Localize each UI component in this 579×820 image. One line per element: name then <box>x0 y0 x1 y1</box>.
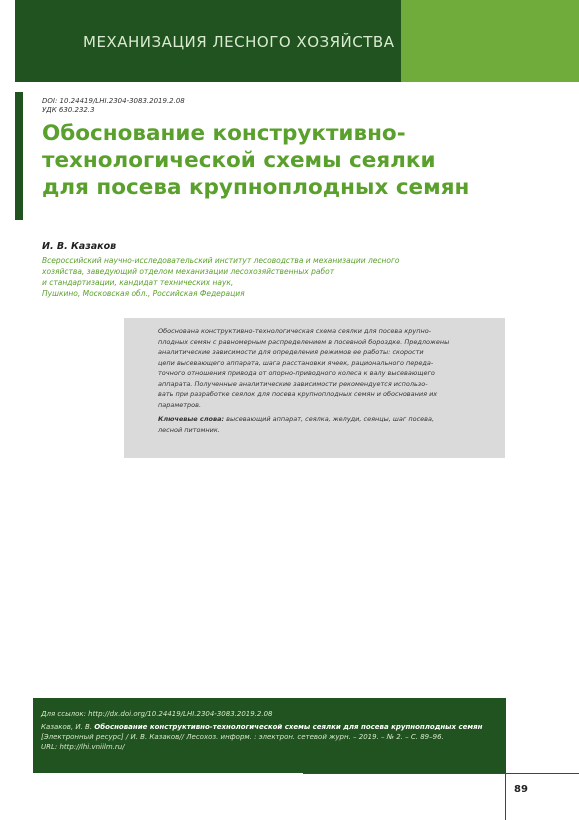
footer-vertical-rule <box>505 773 506 820</box>
affiliation-line: Пушкино, Московская обл., Российская Федерация <box>42 289 245 298</box>
footer-rule <box>303 773 579 774</box>
citation-source-line: [Электронный ресурс] / И. В. Казаков// Лесохоз. информ. : электрон. сетевой журн. – 2019. – № 2. – С. 89–96. <box>41 733 444 741</box>
citation-title: Обоснование конструктивно-технологической схемы сеялки для посева крупноплодных семян <box>94 723 483 731</box>
abstract-line: точного отношения привода от опорно-приводного колеса к валу высевающего <box>158 369 435 377</box>
abstract-line: вать при разработке сеялок для посева крупноплодных семян и обоснования их <box>158 390 438 398</box>
abstract-text <box>158 326 478 435</box>
keywords-label: Ключевые слова: <box>158 415 225 423</box>
keywords-line: лесной питомник. <box>158 425 220 434</box>
header-accent-block <box>401 0 579 82</box>
abstract-line: аппарата. Полученные аналитические зависимости рекомендуется использо- <box>158 379 428 388</box>
citation-title-line <box>41 722 501 732</box>
abstract-line: параметров. <box>158 400 202 409</box>
left-accent-rule <box>15 92 23 220</box>
abstract-line: плодных семян с равномерным распределением в посевной бороздке. Предложены <box>158 337 450 346</box>
affiliation-line: хозяйства, заведующий отделом механизации лесохозяйственных работ <box>42 267 335 276</box>
article-title <box>42 120 470 201</box>
author-affiliation <box>42 255 462 299</box>
citation-link-line: Для ссылок: http://dx.doi.org/10.24419/LHI.2304-3083.2019.2.08 <box>41 710 273 718</box>
page-number: 89 <box>514 784 528 795</box>
affiliation-line: и стандартизации, кандидат технических наук, <box>42 278 234 287</box>
title-line: технологической схемы сеялки <box>42 148 436 173</box>
citation-author: Казаков, И. В. <box>41 723 95 731</box>
keywords-text: высевающий аппарат, сеялка, желуди, сеянцы, шаг посева, <box>224 415 435 423</box>
citation-box <box>33 698 506 773</box>
keywords-line <box>158 414 478 425</box>
affiliation-line: Всероссийский научно-исследовательский институт лесоводства и механизации лесного <box>42 256 400 265</box>
title-line: Обоснование конструктивно- <box>42 121 406 146</box>
abstract-line: Обоснована конструктивно-технологическая схема сеялки для посева крупно- <box>158 327 432 335</box>
abstract-line: цепи высевающего аппарата, шага расстановки ячеек, рационального переда- <box>158 358 434 367</box>
citation-text <box>41 709 501 752</box>
section-title: МЕХАНИЗАЦИЯ ЛЕСНОГО ХОЗЯЙСТВА <box>83 33 395 51</box>
abstract-box <box>124 318 505 458</box>
abstract-line: аналитические зависимости для определения режимов ее работы: скорости <box>158 348 424 356</box>
author-name: И. В. Казаков <box>42 241 117 252</box>
doi-text: DOI: 10.24419/LHI.2304-3083.2019.2.08 <box>42 97 185 105</box>
citation-url-line: URL: http://lhi.vniilm.ru/ <box>41 743 125 751</box>
udk-text: УДК 630.232.3 <box>42 106 95 114</box>
title-line: для посева крупноплодных семян <box>42 175 470 200</box>
